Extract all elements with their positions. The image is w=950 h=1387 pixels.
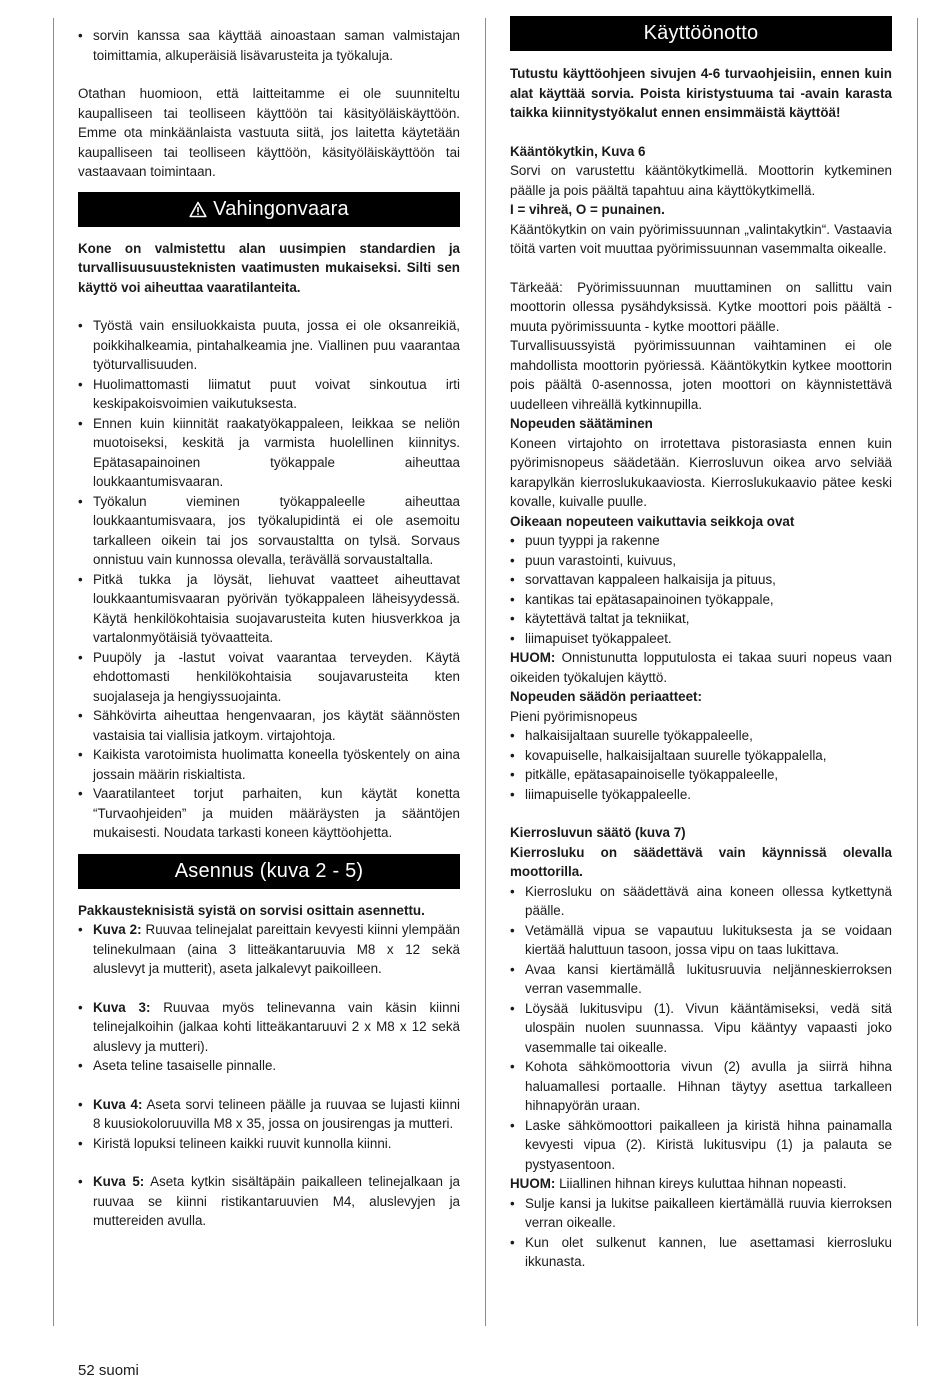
list-item: • Aseta teline tasaiselle pinnalle. xyxy=(78,1056,460,1076)
list-item xyxy=(78,920,460,979)
intro-list xyxy=(78,26,460,65)
list-item: • kantikas tai epätasapainoinen työkappale, xyxy=(510,590,892,610)
list-item: • Löysää lukitusvipu (1). Vivun kääntämiseksi, vedä sitä ulospäin nuolen suunnassa. Vipu kääntyy vapaasti joko vasemmalle tai oikealle. xyxy=(510,999,892,1058)
low-speed-label: Pieni pyörimisnopeus xyxy=(510,708,638,724)
danger-section-heading xyxy=(78,192,460,227)
factors-title: Oikeaan nopeuteen vaikuttavia seikkoja ovat xyxy=(510,513,795,529)
warning-triangle-icon xyxy=(189,201,207,218)
factors-list xyxy=(510,531,892,648)
list-item: • sorvin kanssa saa käyttää ainoastaan saman valmistajan toimittamia, alkuperäisiä lisävarusteita ja työkaluja. xyxy=(78,26,460,65)
kuva4-text: Aseta sorvi telineen päälle ja ruuvaa se lujasti kiinni 8 kuusiokoloruuvilla M8 x 35, jossa on jousirengas ja mutteri. xyxy=(93,1096,460,1131)
assembly-section-heading: Asennus (kuva 2 - 5) xyxy=(78,854,460,889)
speed-paragraph: Koneen virtajohto on irrotettava pistorasiasta ennen kuin pyörimisnopeus säädetään. Kierrosluvun oikea arvo selviää karapylkän kierroslukukaaviosta. Kierroslukukaavio pätee keski kovalle, kuivalle puulle. xyxy=(510,435,892,509)
switch-text: Sorvi on varustettu kääntökytkimellä. Moottorin kytkeminen päälle ja pois päältä tapahtuu aina käyttökytkimellä. xyxy=(510,163,892,198)
switch-title: Kääntökytkin, Kuva 6 xyxy=(510,143,646,159)
assembly-intro: Pakkausteknisistä syistä on sorvisi osittain asennettu. xyxy=(78,902,425,918)
page-footer: 52 suomi xyxy=(78,1362,139,1379)
note-2 xyxy=(510,1174,892,1194)
list-item xyxy=(78,1172,460,1231)
note-2-text: Liiallinen hihnan kireys kuluttaa hihnan nopeasti. xyxy=(559,1176,847,1191)
list-item: • Kun olet sulkenut kannen, lue asettamasi kierrosluku ikkunasta. xyxy=(510,1233,892,1272)
list-item xyxy=(78,1095,460,1134)
switch-colors: I = vihreä, O = punainen. xyxy=(510,202,665,217)
note-1-label: HUOM: xyxy=(510,650,556,665)
danger-intro: Kone on valmistettu alan uusimpien standardien ja turvallisuusuusteknisten vaatimusten mukaiseksi. Silti sen käyttö voi aiheuttaa vaaratilanteita. xyxy=(78,240,460,295)
important-paragraph: Tärkeää: Pyörimissuunnan muuttaminen on sallittu vain moottorin ollessa pysähdyksissä. Kytke moottori pois päältä - muuta pyörimissuunta - kytke moottori päälle. xyxy=(510,279,892,334)
list-item: • Kierrosluku on säädettävä aina koneen ollessa kytkettynä päälle. xyxy=(510,882,892,921)
rpm-title: Kierrosluvun säätö (kuva 7) xyxy=(510,825,686,840)
list-item: • Vetämällä vipua se vapautuu lukituksesta ja se voidaan kiertää haluttuun tasoon, jossa vipu on taas lukittava. xyxy=(510,921,892,960)
list-item: • Sähkövirta aiheuttaa hengenvaaran, jos käytät säännösten vastaisia tai viallisia jatkoym. virtajohtoja. xyxy=(78,706,460,745)
list-item xyxy=(78,998,460,1057)
list-item: • puun varastointi, kuivuus, xyxy=(510,551,892,571)
right-margin-rule xyxy=(917,18,918,1326)
left-column xyxy=(78,26,460,1231)
list-item: • Puupöly ja -lastut voivat vaarantaa terveyden. Käytä ehdottomasti henkilökohtaisia soujavarusteita kten suojalaseja ja hengiyssuojainta. xyxy=(78,648,460,707)
commissioning-section-heading: Käyttöönotto xyxy=(510,16,892,51)
assembly-kuva4-list xyxy=(78,1095,460,1154)
list-item: • Työkalun vieminen työkappaleelle aiheuttaa loukkaantumisvaara, jos työkalupidintä ei ole asemoitu tarkalleen oikein tai jos sorvaustaltta on tylsä. Sorvaus onnistuu vain kunnossa olevalla, terävällä sorvaustaltalla. xyxy=(78,492,460,570)
rpm-subtitle: Kierrosluku on säädettävä vain käynnissä olevalla moottorilla. xyxy=(510,844,892,879)
list-item: • liimapuiselle työkappaleelle. xyxy=(510,785,892,805)
principles-title: Nopeuden säädön periaatteet: xyxy=(510,689,702,704)
right-column xyxy=(510,16,892,1272)
kuva2-label: Kuva 2: xyxy=(93,922,142,937)
list-item: • puun tyyppi ja rakenne xyxy=(510,531,892,551)
list-item: • Avaa kansi kiertämällå lukitusruuvia neljänneskierroksen verran vasemmalle. xyxy=(510,960,892,999)
assembly-kuva3-list xyxy=(78,998,460,1076)
note-1 xyxy=(510,648,892,687)
assembly-kuva5-list xyxy=(78,1172,460,1231)
note-2-label: HUOM: xyxy=(510,1176,556,1191)
commissioning-intro: Tutustu käyttöohjeen sivujen 4-6 turvaohjeisiin, ennen kuin alat käyttää sorvia. Poista kiristystuuma tai -avain karasta taikka kiinnitystyökalut ennen ensimmäistä käyttöä! xyxy=(510,66,892,120)
low-speed-list xyxy=(510,726,892,804)
kuva4-label: Kuva 4: xyxy=(93,1096,143,1112)
danger-heading-text: Vahingonvaara xyxy=(213,197,349,220)
disclaimer-paragraph: Otathan huomioon, että laitteitamme ei ole suunniteltu kaupalliseen tai teolliseen käyttöön tai käsityöläiskäyttöön. Emme ota minkäänlaista vastuuta siitä, jos laitetta käytetään kaupalliseen tai teolliseen käyttöön, käsityöläiskäyttöön tai vastaavaan toimintaan. xyxy=(78,86,460,179)
list-item: • Kiristä lopuksi telineen kaikki ruuvit kunnolla kiinni. xyxy=(78,1134,460,1154)
switch-text-2: Kääntökytkin on vain pyörimissuunnan „valintakytkin“. Vastaavia töitä varten voit muuttaa pyörimissuunnan vasemmalta oikealle. xyxy=(510,221,892,256)
kuva5-label: Kuva 5: xyxy=(93,1174,145,1189)
list-item: • liimapuiset työkappaleet. xyxy=(510,629,892,649)
rpm-steps-list xyxy=(510,882,892,1175)
safety-paragraph: Turvallisuussyistä pyörimissuunnan vaihtaminen ei ole mahdollista moottorin pyöriessä. Kääntökytkin kytkee moottorin pois päältä 0-asennossa, joten moottori on käynnistettävä uudelleen vihreällä kytkinnupilla. xyxy=(510,338,892,412)
kuva3-text: Ruuvaa myös telinevanna vain käsin kiinni telinejalkoihin (jalkaa kohti litteäkantaruuvi 2 x M8 x 12 sekä aluslevy ja mutteri). xyxy=(93,999,460,1054)
list-item: • käytettävä taltat ja tekniikat, xyxy=(510,609,892,629)
final-steps-list xyxy=(510,1194,892,1272)
danger-list xyxy=(78,316,460,843)
kuva3-label: Kuva 3: xyxy=(93,999,151,1015)
note-1-text: Onnistunutta lopputulosta ei takaa suuri nopeus vaan oikeiden työkalujen käyttö. xyxy=(510,650,892,685)
list-item: • halkaisijaltaan suurelle työkappaleelle, xyxy=(510,726,892,746)
list-item: • sorvattavan kappaleen halkaisija ja pituus, xyxy=(510,570,892,590)
list-item: • Työstä vain ensiluokkaista puuta, jossa ei ole oksanreikiä, poikkihalkeamia, pintahalkeamia jne. Viallinen puu vaarantaa työturvallisuuden. xyxy=(78,316,460,375)
list-item: • pitkälle, epätasapainoiselle työkappaleelle, xyxy=(510,765,892,785)
list-item: • Kohota sähkömoottoria vivun (2) avulla ja siirrä hihna haluamallesi portaalle. Hihnan täytyy asettua tarkalleen hihnapyörän uraan. xyxy=(510,1057,892,1116)
column-divider xyxy=(485,18,486,1326)
list-item: • Sulje kansi ja lukitse paikalleen kiertämällä ruuvia kierroksen verran oikealle. xyxy=(510,1194,892,1233)
list-item: • Ennen kuin kiinnität raakatyökappaleen, leikkaa se neliön muotoiseksi, keskitä ja varmista huolellinen kiinnitys. Epätasapainoinen työkappale aiheuttaa loukkaantumisvaaran. xyxy=(78,414,460,492)
speed-title: Nopeuden säätäminen xyxy=(510,416,653,431)
list-item: • Huolimattomasti liimatut puut voivat sinkoutua irti keskipakoisvoimien vaikutuksesta. xyxy=(78,375,460,414)
list-item: • kovapuiselle, halkaisijaltaan suurelle työkappalella, xyxy=(510,746,892,766)
kuva5-text: Aseta kytkin sisältäpäin paikalleen telinejalkaan ja ruuvaa se kiinni ristikantaruuvien M4, aluslevyjen ja muttereiden avulla. xyxy=(93,1174,460,1228)
list-item: • Vaaratilanteet torjut parhaiten, kun käytät konetta “Turvaohjeiden” ja muiden määräysten ja sääntöjen mukaisesti. Noudata tarkasti koneen käyttöohjetta. xyxy=(78,784,460,843)
kuva2-text: Ruuvaa telinejalat pareittain kevyesti kiinni ylempään telinekulmaan (aina 3 litteäkantaruuvia M8 x 12 sekä aluslevyt ja mutterit), aseta jalkalevyt paikoilleen. xyxy=(93,922,460,976)
assembly-kuva2-list xyxy=(78,920,460,979)
list-item: • Kaikista varotoimista huolimatta koneella työskentely on aina jossain määrin riskialtista. xyxy=(78,745,460,784)
list-item: • Laske sähkömoottori paikalleen ja kiristä hihna painamalla kevyesti vipua (2). Kiristä lukitusvipu (1) ja palauta se pystyasentoon. xyxy=(510,1116,892,1175)
left-margin-rule xyxy=(53,18,54,1326)
list-item: • Pitkä tukka ja löysät, liehuvat vaatteet aiheuttavat loukkaantumisvaaran pyörivän työkappaleen läheisyydessä. Käytä henkilökohtaisia suojavarusteita kuten hiusverkkoa ja vartalonmyötäisiä työvaatteita. xyxy=(78,570,460,648)
